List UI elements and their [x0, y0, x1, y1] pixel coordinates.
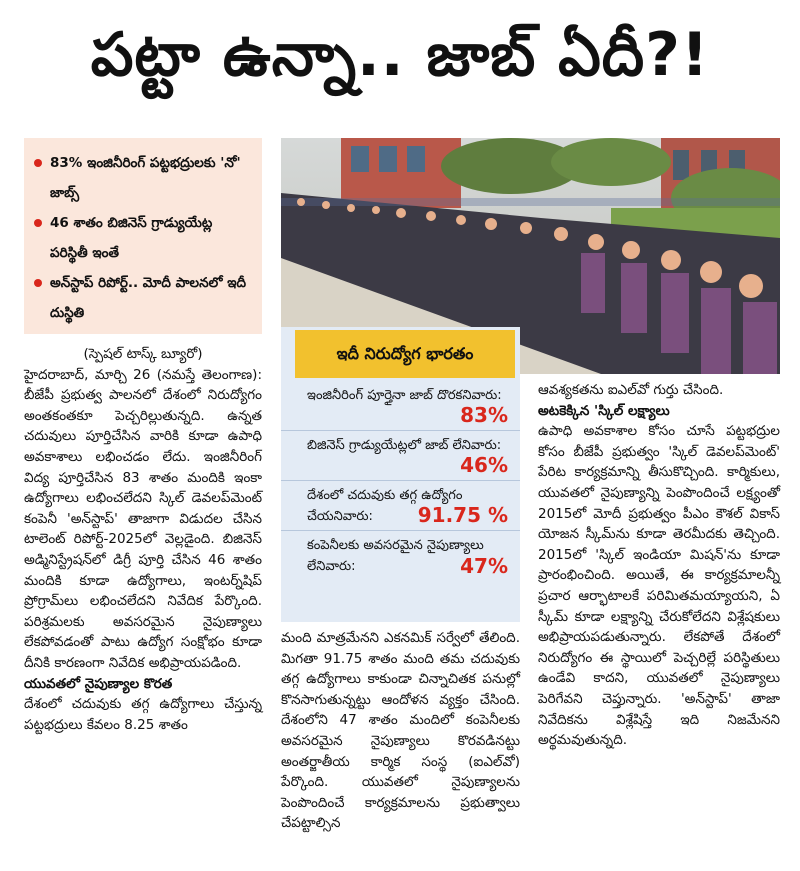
article-paragraph: ఉపాధి అవకాశాల కోసం చూసే పట్టభద్రుల కోసం బీజేపీ ప్రభుత్వం 'స్కిల్ డెవలప్‌మెంట్' పేరిట కార్యక్రమాన్ని తీసుకొచ్చింది. కార్మికులు, యువతలో నైపుణ్యాన్ని పెంపొందించే లక్ష్యంతో 2015లో మోదీ ప్రభుత్వం పీఎం కౌశల్ వికాస్ యోజన స్కీమ్‌ను కూడా తెరమీదకు తెచ్చింది. 2015లో 'స్కిల్ ఇండియా మిషన్'ను కూడా ప్రారంభించింది. అయితే, ఈ కార్యక్రమాలన్నీ ప్రచార ఆర్భాటాలకే పరిమితమయ్యాయని, ఏ స్కీమ్ కూడా లక్ష్యాన్ని చేరుకోలేదని విశ్లేషకులు అభిప్రాయపడుతున్నారు. లేకపోతే దేశంలో నిరుద్యోగం ఈ స్థాయిలో పెచ్చరిల్లే పరిస్థితులు ఉండేవి కాదని, యువతలో నైపుణ్యాలు పెరిగేవని చెప్తున్నారు. 'అన్‌స్టాప్' తాజా నివేదికను విశ్లేషిస్తే ఇది నిజమేనని అర్థమవుతున్నది. [538, 423, 780, 749]
highlight-item [34, 208, 254, 268]
fact-value: 46% [460, 453, 508, 477]
fact-label: దేశంలో చదువుకు తగ్గ ఉద్యోగం చేయనివారు: [307, 488, 463, 524]
bullet-dot-icon [34, 279, 42, 287]
fact-value: 83% [460, 403, 508, 427]
highlight-item [34, 148, 254, 208]
article-paragraph: దేశంలో చదువుకు తగ్గ ఉద్యోగాలు చేస్తున్న పట్టభద్రులు కేవలం 8.25 శాతం [24, 696, 262, 733]
dateline: (స్పెషల్ టాస్క్ బ్యూరో) [83, 346, 203, 362]
article-column-2 [281, 628, 520, 834]
fact-label: ఇంజినీరింగ్ పూర్తైనా జాబ్ దొరకనివారు: [307, 388, 502, 403]
highlight-text: అన్‌స్టాప్ రిపోర్ట్.. మోదీ పాలనలో ఇదీ దుస్థితి [50, 275, 247, 321]
article-paragraph: మంది మాత్రమేనని ఎకనమిక్ సర్వేలో తేలింది. మిగతా 91.75 శాతం మంది తమ చదువుకు తగ్గ ఉద్యోగాలు కాకుండా చిన్నాచితక పనుల్లో కొనసాగుతున్నట్టు ఆందోళన వ్యక్తం చేసింది. దేశంలోని 47 శాతం మందిలో కంపెనీలకు అవసరమైన నైపుణ్యాలు కొరవడినట్టు అంతర్జాతీయ కార్మిక సంస్థ (ఐఎల్‌వో) పేర్కొంది. యువతలో నైపుణ్యాలను పెంపొందించే కార్యక్రమాలను ప్రభుత్వాలు చేపట్టాల్సిన [281, 630, 520, 832]
fact-box-title: ఇదీ నిరుద్యోగ భారతం [295, 330, 515, 378]
fact-item [281, 481, 520, 531]
highlights-box [24, 138, 262, 334]
fact-label: కంపెనీలకు అవసరమైన నైపుణ్యాలు లేనివారు: [307, 538, 484, 574]
subheading: యువతలో నైపుణ్యాల కొరత [24, 675, 173, 692]
highlight-text: 83% ఇంజినీరింగ్ పట్టభద్రులకు 'నో' జాబ్స్ [50, 155, 241, 201]
article-column-3 [538, 380, 780, 751]
article-column-1 [24, 344, 262, 735]
highlight-item [34, 268, 254, 328]
subheading: అటకెక్కిన 'స్కిల్ లక్ష్యాలు [538, 402, 670, 419]
highlight-text: 46 శాతం బిజినెస్ గ్రాడ్యుయేట్ల పరిస్థితీ ఇంతే [50, 215, 213, 261]
fact-value: 91.75 % [417, 503, 508, 527]
bullet-dot-icon [34, 159, 42, 167]
fact-item [281, 531, 520, 581]
fact-box [281, 327, 520, 622]
fact-value: 47% [460, 554, 508, 578]
fact-item [281, 381, 520, 431]
article-paragraph: ఆవశ్యకతను ఐఎల్‌వో గుర్తు చేసింది. [538, 382, 724, 398]
article-paragraph: హైదరాబాద్, మార్చి 26 (నమస్తే తెలంగాణ): బీజేపీ ప్రభుత్వ పాలనలో దేశంలో నిరుద్యోగం అంతకంతకూ పెచ్చరిల్లుతున్నది. ఉన్నత చదువులు పూర్తిచేసిన వారికి కూడా ఉపాధి అవకాశాలు లభించడం లేదు. ఇంజినీరింగ్ విద్య పూర్తిచేసిన 83 శాతం మందికి ఇంకా ఉద్యోగాలు లభించలేదని స్కిల్ డెవలప్‌మెంట్ కంపెనీ 'అన్‌స్టాప్' తాజాగా విడుదల చేసిన టాలెంట్ రిపోర్ట్-2025లో వెల్లడైంది. బిజినెస్ అడ్మినిస్ట్రేషన్‌లో డిగ్రీ పూర్తి చేసిన 46 శాతం మందికి కూడా ఉద్యోగాలు, ఇంటర్న్‌షిప్ ప్రోగ్రామ్‌లు లభించలేదని నివేదిక పేర్కొంది. పరిశ్రమలకు అవసరమైన నైపుణ్యాలు లేకపోవడంతో పాటు ఉద్యోగ సంక్షోభం కూడా దీనికి కారణంగా నివేదిక అభిప్రాయపడింది. [24, 366, 262, 671]
fact-item [281, 431, 520, 481]
fact-label: బిజినెస్ గ్రాడ్యుయేట్లలో జాబ్ లేనివారు: [307, 438, 502, 453]
headline: పట్టా ఉన్నా.. జాబ్ ఏదీ?! [90, 20, 710, 90]
bullet-dot-icon [34, 219, 42, 227]
